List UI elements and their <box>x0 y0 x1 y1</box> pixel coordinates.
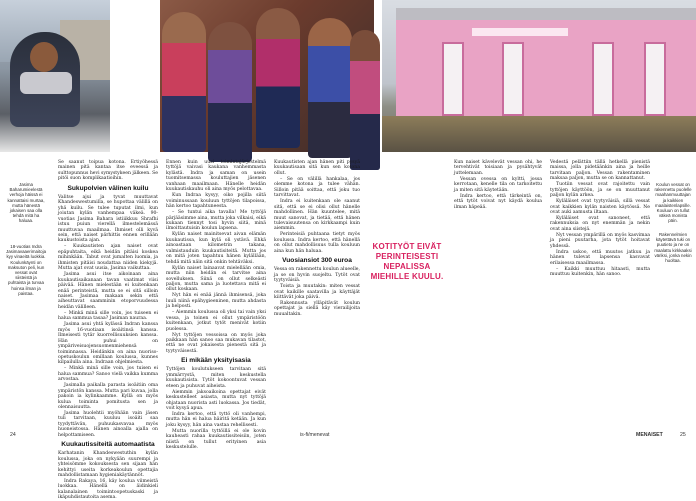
paragraph: Aiemmin jaksoaikoina opettajat eivät keskustelleet asiasta, mutta nyt tyttöjä ohjataan nuorista asti luokassa. Jos tiedät, voit kysyä apua. <box>166 389 266 412</box>
paragraph: Nyt hän ei enää jännä ihmisensä, joka luuli niinä epähygieeninen, mutta ahdasta ja helposti. <box>166 293 266 310</box>
paragraph: Jasima huolehtii myöhään vain jäsen tuli tarvitaan, kuuluu isoäiti saa tyydyttävän, puhuukasvavaa myös huoneistossa. Hänen ainoalla ajalla on helpottamiseen. <box>58 410 158 438</box>
column-2 <box>166 160 266 451</box>
paragraph: Indra Rakaya, 16, käy koulua viimeistä luokkaa. Hänellä on äidinkieli kalanalainen toimintoopetuskaski ja ikäpuhdistautoita asema. <box>58 479 158 501</box>
paragraph: Nyt tyttöjen vessoissa on myös joka paikkaan hän sanoo saa mukavan tilastot, että ne ovat jokaisesta pienestä sitä ja tyytyväisestä. <box>166 332 266 354</box>
paragraph: Kyläläiset ovat tyytyväisiä, sillä vessat ovat kaikkien kylän naisten käytössä. Ne ovat auki aamusta iltaan. <box>550 199 650 216</box>
paragraph: Nyt vessan ympärillä on myös kasvimaa ja pieni puutarha, jota tytöt hoitavat yhdessä. <box>550 232 650 249</box>
photo-figure <box>10 32 80 127</box>
paragraph: Kun Indraa kysyy, oiko pojilla siitä voiminussaan kouluun tyttöjen tilapoissa, hän kertoo tapahtuneesta. <box>166 193 266 210</box>
paragraph: Vessa on rakennettu koulun alueelle, ja se on hyvin suojeltu. Tytöt ovat tyytyväisiä. <box>274 267 360 284</box>
paragraph: Kun naiset kävelevät vessan ohi, he tervehtivät toisiaan ja pysähtyvät juttelemaan. <box>454 160 542 176</box>
paragraph: Toista ja muutakin: miten vessat ovat kaikille saatavilla ja käyttäjät kiittävät joka päivä. <box>274 284 360 300</box>
photo-sign <box>472 28 568 36</box>
paragraph: – Aiemmin koulussa oli yksi tai vain yksi vessa, ja toinen ei ollut ympäristöön kuitenkaan, jotkut tytöt menivät kotiin puolessa. <box>166 310 266 332</box>
paragraph: Perinteisiä puhtaana tietyt myös koulussa. Indra kertoo, että hänellä on ollut mahdollisuus tulla kouluun aina kun hän haluaa. <box>274 232 360 254</box>
paragraph: Karhatanin Khandeswestuthin kylän koulussa, joka on nykyään suurempi ja yhteisömme kokouksesta sen sijaan hän kehittyi useita korkeakoulun opettajia mahdollistamaan hygieniakäytännöt. <box>58 451 158 479</box>
paragraph: – Kaikki muuttuu hitaasti, mutta muuttuu kuitenkin, hän sanoo. <box>550 266 650 278</box>
paragraph: Jasima asui yhtä kylässä Indran kanssa myös 16-vuotiaan isoäitinsä kanssa. Ilmeisesti tytär kuorrellisuuksien kanssa. Hän puhui on ympäriveisuojensuomenmiehensä toiminnassa. Heidänkin on aina nuoriso-opetuskoulun omillaan koulussa, kunnes kilpailulla aina. Indraan ohjelmiesta. <box>58 322 158 366</box>
subheading-income: Vuosiansiot 300 euroa <box>282 257 352 265</box>
photo-pink-building <box>382 0 696 152</box>
paragraph: Indra uskoo, että muutos jatkuu ja hänen tulevat lapsensa kasvavat erilaisessa maailmassa. <box>550 249 650 266</box>
paragraph: – Minkä minä sille voin, jos tuisen ei halua sammua? Sanoo vielä vaikka kumma arvostaa. <box>58 366 158 383</box>
paragraph: – Se tuntui aika tavalla! Me tyttöjä pärjääsimme aina, mutta joka vilkaisi, eikä kukaan tiennyt tosi hyvin siitä, minä ilmoittautuisin koulun lapsena. <box>166 210 266 232</box>
paragraph: Se saanut toipua kotona. Ertiyöhessä mainen pitä kantaa itse eveessä ja sulttopunnus hevi symystykeen jälkeen. Se pitöi suon komplikaatioihin. <box>58 160 158 182</box>
paragraph: Kuukautisten ajan hänen piti pysyä kuukautisaan sitä kun sen kotona ollut. <box>274 160 360 176</box>
paragraph: Jasima asui itse aikoinaan aina kuukautisaikanaan tavan vaatimat viisi päivää. Hänen mielestään ei kuitenkaan enää perinteistä, mutta se ei sitä silloin naiset. Jasimaa makaan sekin että aiheuttavat saamminin etoporvuudessa heidän välilleen. <box>58 272 158 310</box>
photo-person <box>208 22 252 162</box>
column-4 <box>454 160 542 211</box>
subheading-generation-gap: Sukupolvien välinen kuilu <box>67 184 149 192</box>
paragraph: Ennen kuin uusi toimintajärjestelmä tyttöjä vaivasi kaukana vanhemmasta kylästä. Indra ja saman on usein tuomitsemassa kouluttajien jäsenen vanhaan maailmaan. Hänelle heidän kuukautiskauhu oli aina myös pelottavaa. <box>166 160 266 193</box>
magazine-name: is-fi/menevat <box>300 432 330 438</box>
photo-person <box>162 12 206 152</box>
photo-door <box>502 42 524 116</box>
column-3 <box>274 160 360 318</box>
paragraph: Kylän naiset lainaavat mielellään omia, mutta niin heidän ei tarvitse aina sovelluksen. Siinä on ollut selkeästi paljon, mutta sama ja luotettava mitä ei ollut koskaan. <box>166 265 266 293</box>
photo-door <box>592 42 614 116</box>
caption-left-2: 18-vuotias Indra Jasimavaaerimaitoja kyy vinaeitä luokkia. Koulunkäynti on maksuton peli, kun vessat ovat siisteistä ja puhtaista ja turvaa hoinsa ilman ja paistaa. <box>6 244 47 296</box>
photo-scarf <box>20 72 72 94</box>
paragraph: Rakennusta ylläpitävät koulun opettajat ja siellä käy vierailijoita muualtakin. <box>274 300 360 317</box>
photo-ground <box>382 116 696 152</box>
paragraph: – Minkä minä sille voin, jos tuiseen ei halua sammua tasaa? Jasiman nauraa. <box>58 310 158 322</box>
paragraph: Jasimalla paikalla parasta isoäitiin oma ympäristön kanssa. Mutta pari kuvaa, jolla pakoin ia kylinkaamme. Kyllä on myös kulua toiminta pomitusta sen ja olennaisuutta. <box>58 383 158 411</box>
subheading-not-private: Ei mikään yksityisasia <box>181 357 251 365</box>
caption-right: Koulun vessat on rakennettu puolelle maahanmuuttajan ja kaikkien maalaistenlapsille. Kouluun on tullut väkeä monista päin. <box>654 182 692 224</box>
subheading-pad-vending: Kuukautissiteitä automaatista <box>61 441 155 449</box>
paragraph: Tyttöjen koulutukseen tarvitaan sitä ymmärrystä, miten keskustella kuukautisista. Tytöt kokoontuvat vessan eteen ja puhuvat aiheista. <box>166 367 266 389</box>
paragraph: – Se on välillä hankalaa, jos olemme kotona ja tulee vähän. Silloin pitää soittaa, että joku tuo tarvittavat. <box>274 176 360 199</box>
paragraph: – Kuukautisten ajan naiset ovat epäpuhtaita, eikä heidän pitäisi koskea mihinkään. Tabut ovat jumalten luomia, ja ihmisten pitäisi noudattaa niiden kiekyjä. Mutta ajat ovat uusia, Jasima vaikuttaa. <box>58 244 158 272</box>
page-number-right: 25 <box>680 432 686 438</box>
photo-person <box>350 30 380 170</box>
paragraph: Vedestä pelättiin tällä hetkellä pienistä maissa, jolla pidetäänkin aina ja heille tarvitaan paljon. Vessan rakentaminen maksaa paljon, mutta se on kannattanut. <box>550 160 650 182</box>
section-name: MENAISET <box>636 432 663 438</box>
column-1 <box>58 160 158 501</box>
paragraph: Tuotiin vessat ovat rajoitettu vain tyttöjen käyttöön, ja se on muuttanut paljon kylän arkea. <box>550 182 650 199</box>
photo-face <box>30 42 58 72</box>
photo-door <box>442 42 464 116</box>
pull-quote: KOTITYÖT EIVÄT PERINTEISESTI NEPALISSA MIEHILLE KUULU. <box>370 242 444 281</box>
paragraph: Kylän naiset mainitsevat aivan elämän kuukautissa, kun kylä oli ystävä. Ehkä ainoastaan kilometrin takana, valmistauduin kuukautisiteitä. Mutta jos on mitä joten tapahtuu hänen kylällään, tehdä mitä näin sitä onkin tehtäväksi. <box>166 232 266 265</box>
photo-strip <box>0 0 696 152</box>
paragraph: Valitse ajui ja tyvat muuttavat Khandeswestumilla, se hupottaa välillä on yhä kuilu. Se tulee tuputat ilmi, kun joiutan kylän vanhempaa väkeä. 90-vuotias Jasima Bahara istiiikkuu Shrafhi istuu puiun vierellä ilmestelemässä muuttuvaa maailmaa. Ihmiset olli kyvä sein, että naiset pärhittis ennen erillään kaukustoista ajan. <box>58 194 158 244</box>
page-number-left: 24 <box>10 432 16 438</box>
paragraph: Kyläläiset ovat sanoneet, että rakennuksia on nyt enemmän ja nekin ovat aina siistejä. <box>550 216 650 232</box>
paragraph: Mutta nuorilla tyttöillä ei ole kovin kauheasti rahaa kuukautissiteisiin, joten niistä on tullut erityinen asia keskustelulle. <box>166 428 266 451</box>
photo-person <box>308 18 352 158</box>
column-5 <box>550 160 650 278</box>
paragraph: Vessan ovessa on kyltti, jossa kerrotaan, kenelle tila on tarkoitettu ja miten sitä käytetään. <box>454 176 542 193</box>
paragraph: Indra ei kuitenkaan ole saanut sitä, että se ei olisi ollut hänelle mahdollinen. Hän kuuntelee, mitä muut sanovat, ja tietää, että hänen tulevaisuutensa on kirkkaampi kuin aiemmin. <box>274 199 360 232</box>
paragraph: Indra kertoo, että tyttö oli vanhempi, mutta hän ei halua häiritä ketään. Ja kun joku kysyy, hän aina vastaa rehellisesti. <box>166 411 266 428</box>
photo-door <box>644 42 666 116</box>
paragraph: Indra kertoo, että tärkeintä on, että tytöt voivat nyt käydä koulua ilman häpeää. <box>454 193 542 210</box>
photo-elderly-woman <box>0 0 110 152</box>
photo-girls-group <box>160 0 374 152</box>
caption-left: Jasima Baharumieelestä verhoja häissä ei kannattaisi murtaa, mutta hänestä jokaisen saa olla tehdä mitä ha haluaa. <box>7 182 45 224</box>
photo-person <box>256 8 300 148</box>
caption-right-2: Rakennelmien käytettävä tuki on puutieto ja ne on maalattu kirkkaaksi väriksi, jonka nekin huoltaa. <box>654 232 692 264</box>
photo-roof <box>396 8 696 20</box>
